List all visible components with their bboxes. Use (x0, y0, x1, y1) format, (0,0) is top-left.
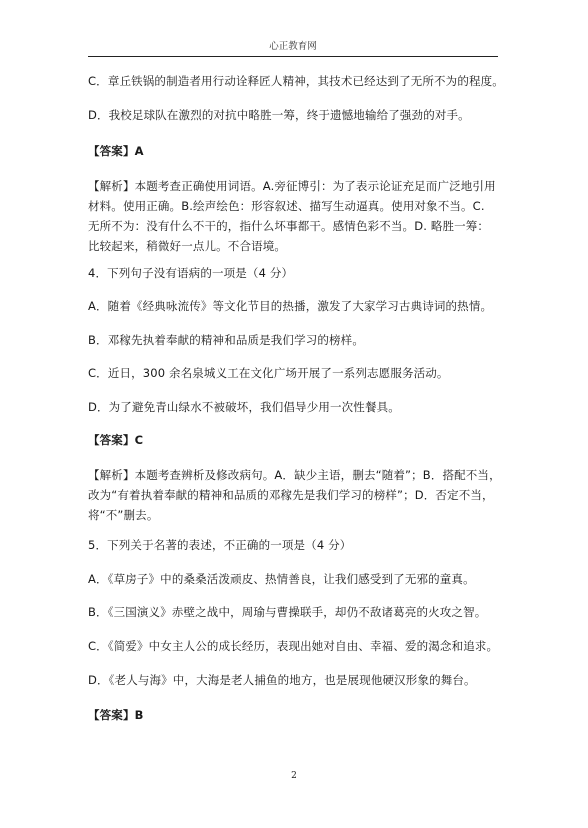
q4-analysis (88, 465, 508, 525)
q4-analysis-line: 【解析】本题考查辨析及修改病句。A．缺少主语，删去“随着”；B．搭配不当， (88, 468, 501, 482)
q5-option-a: A．《草房子》中的桑桑活泼顽皮、热情善良，让我们感受到了无邪的童真。 (88, 572, 475, 586)
q5-answer: 【答案】B (88, 708, 144, 722)
q3-analysis-line: 无所不为：没有什么不干的，指什么坏事都干。感情色彩不当。D. 略胜一筹： (88, 219, 490, 233)
q5-option-b: B．《三国演义》赤壁之战中，周瑜与曹操联手，却仍不敌诸葛亮的火攻之智。 (88, 605, 487, 619)
q3-analysis (88, 176, 508, 256)
q4-stem: 4．下列句子没有语病的一项是（4 分） (88, 266, 294, 280)
page-header (88, 38, 498, 57)
q4-option-b: B．邓稼先执着奉献的精神和品质是我们学习的榜样。 (88, 333, 364, 347)
header-title: 心正教育网 (269, 41, 317, 52)
q3-option-d: D．我校足球队在激烈的对抗中略胜一筹，终于遗憾地输给了强劲的对手。 (88, 108, 470, 122)
q5-stem: 5．下列关于名著的表述，不正确的一项是（4 分） (88, 538, 352, 552)
q3-analysis-line: 材料。使用正确。B.绘声绘色：形容叙述、描写生动逼真。使用对象不当。C. (88, 199, 485, 213)
q5-option-c: C．《简爱》中女主人公的成长经历，表现出她对自由、幸福、爱的渴念和追求。 (88, 639, 499, 653)
q4-analysis-line: 将“不”删去。 (88, 508, 159, 522)
q4-option-a: A．随着《经典咏流传》等文化节目的热播，激发了大家学习古典诗词的热情。 (88, 299, 493, 313)
q3-analysis-line: 比较起来，稍微好一点儿。不合语境。 (88, 239, 287, 253)
q4-answer: 【答案】C (88, 433, 144, 447)
q4-analysis-line: 改为“有着执着奉献的精神和品质的邓稼先是我们学习的榜样”；D．否定不当， (88, 488, 494, 502)
page-number: 2 (291, 771, 297, 781)
q3-option-c: C．章丘铁锅的制造者用行动诠释匠人精神，其技术已经达到了无所不为的程度。 (88, 74, 504, 88)
q3-answer: 【答案】A (88, 144, 144, 158)
q4-option-c: C．近日，300 余名泉城义工在文化广场开展了一系列志愿服务活动。 (88, 366, 449, 380)
q5-option-d: D．《老人与海》中，大海是老人捕鱼的地方，也是展现他硬汉形象的舞台。 (88, 673, 476, 687)
q3-analysis-line: 【解析】本题考查正确使用词语。A.旁征博引：为了表示论证充足而广泛地引用 (88, 179, 496, 193)
q4-option-d: D．为了避免青山绿水不被破坏，我们倡导少用一次性餐具。 (88, 400, 400, 414)
